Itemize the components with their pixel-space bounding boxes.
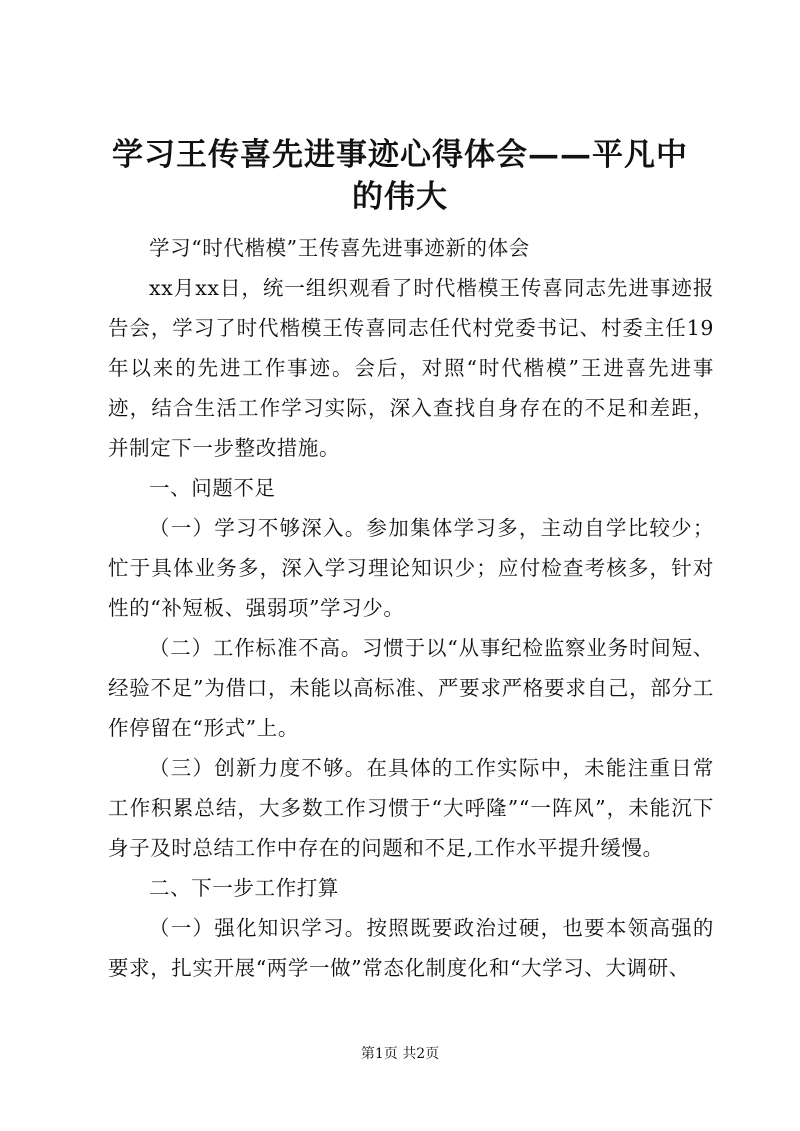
problem-item-2: （二）工作标准不高。习惯于以“从事纪检监察业务时间短、经验不足”为借口，未能以高标准、严要求严格要求自己，部分工作停留在“形式”上。 [108, 636, 714, 740]
problem-item-3: （三）创新力度不够。在具体的工作实际中，未能注重日常工作积累总结，大多数工作习惯于“大呼隆”“一阵风”，未能沉下身子及时总结工作中存在的问题和不足,工作水平提升缓慢。 [108, 756, 714, 860]
problem-item-1: （一）学习不够深入。参加集体学习多，主动自学比较少；忙于具体业务多，深入学习理论知识少；应付检查考核多，针对性的“补短板、强弱项”学习少。 [108, 516, 714, 620]
page-footer: 第1页 共2页 [360, 1046, 440, 1062]
section-heading-problems: 一、问题不足 [149, 476, 276, 500]
section-heading-next-steps: 二、下一步工作打算 [149, 876, 339, 900]
subtitle-paragraph: 学习“时代楷模”王传喜先进事迹新的体会 [149, 236, 530, 260]
intro-paragraph: xx月xx日，统一组织观看了时代楷模王传喜同志先进事迹报告会，学习了时代楷模王传喜同志任代村党委书记、村委主任19年以来的先进工作事迹。会后，对照“时代楷模”王进喜先进事迹，结合生活工作学习实际，深入查找自身存在的不足和差距，并制定下一步整改措施。 [108, 276, 714, 460]
next-step-item-1: （一）强化知识学习。按照既要政治过硬，也要本领高强的要求，扎实开展“两学一做”常态化制度化和“大学习、大调研、 [108, 916, 714, 980]
document-body [108, 228, 714, 988]
document-title: 学习王传喜先进事迹心得体会——平凡中的伟大 [112, 137, 688, 215]
